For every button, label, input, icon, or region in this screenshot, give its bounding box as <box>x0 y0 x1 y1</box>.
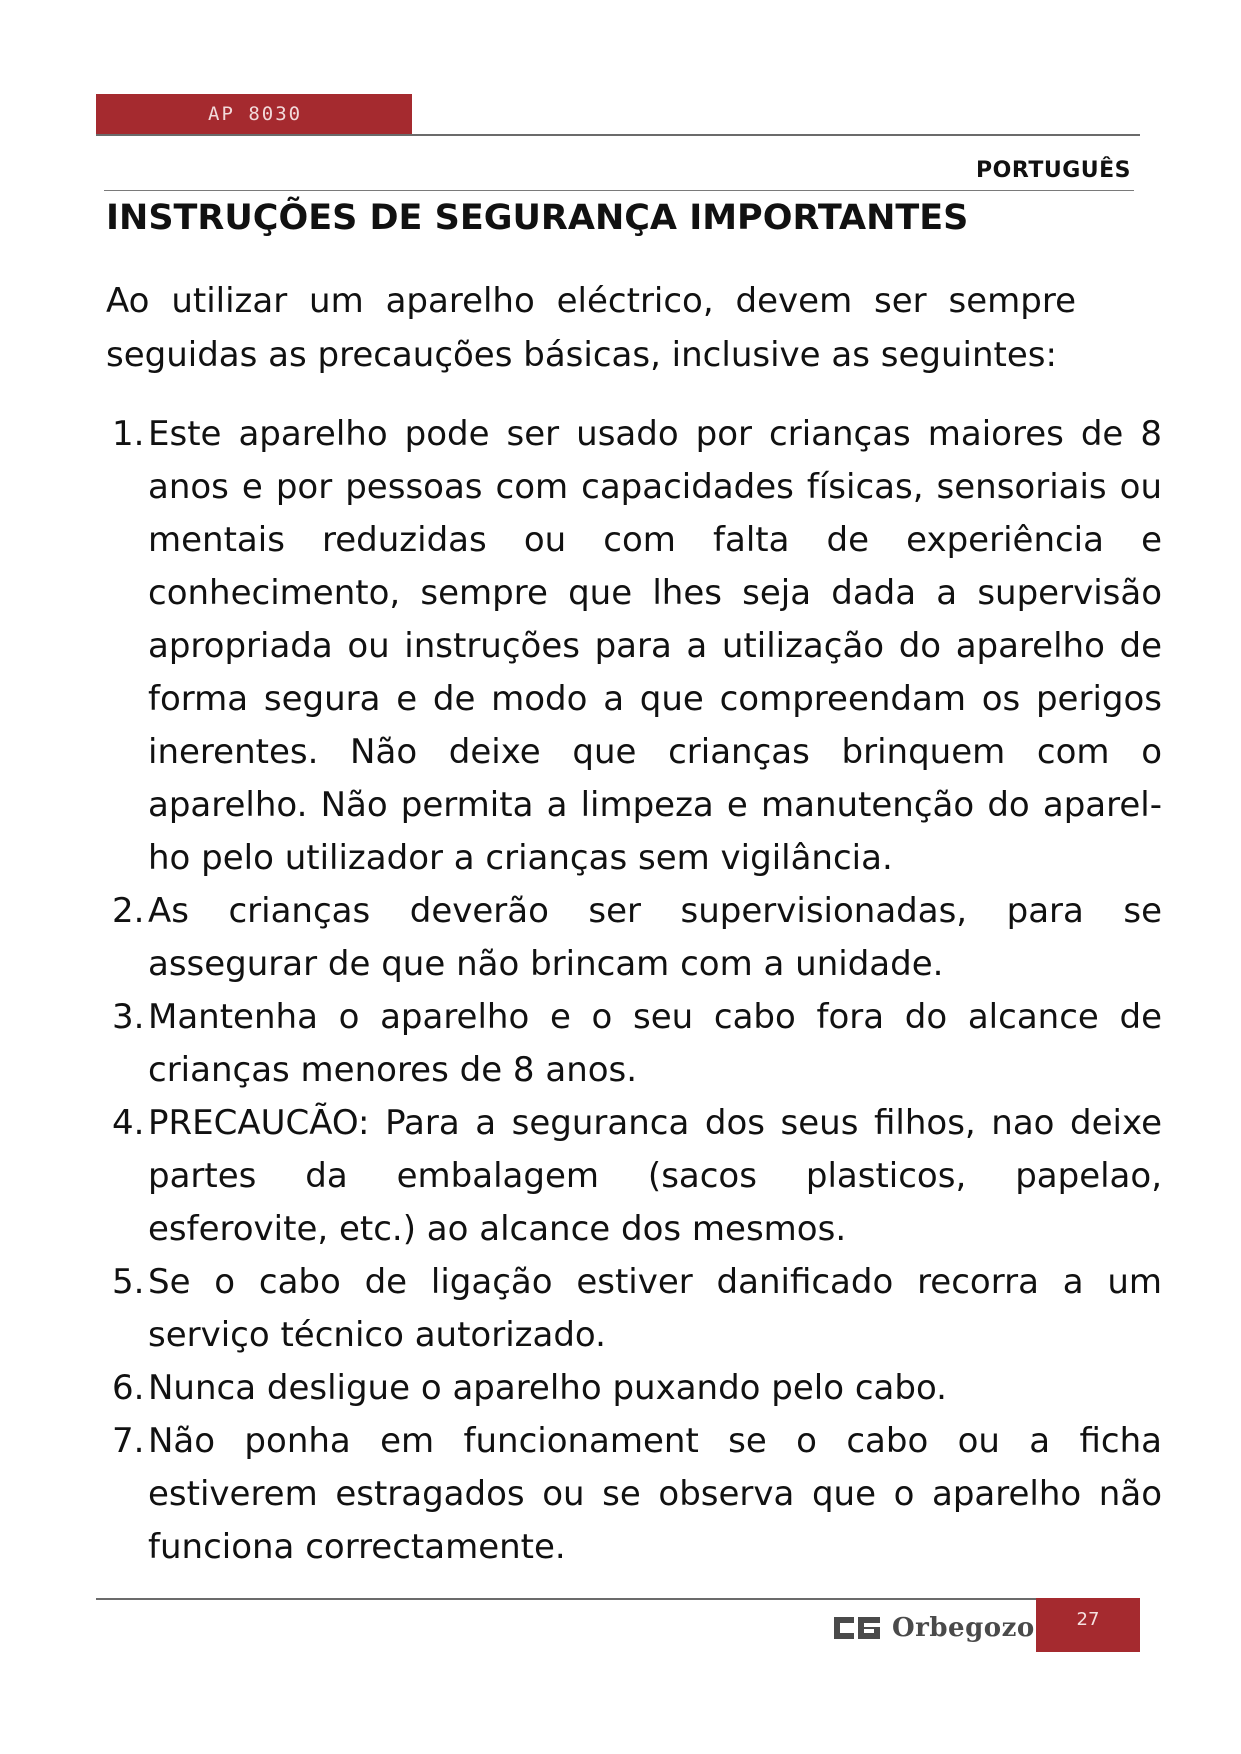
footer-divider <box>96 1598 1140 1600</box>
list-item-number: 1. <box>112 414 145 454</box>
list-item-number: 7. <box>112 1421 145 1461</box>
list-item-text: Este aparelho pode ser usado por crianças maiores de 8 anos e por pessoas com capacidades físicas, sensoriais ou mentais reduzidas ou com falta de experiência e conhecimento, sempre que lhes seja dada a supervisão apropriada ou instruções para a utilização do aparelho de forma segura e de modo a que compreendam os perigos inerentes. Não deixe que crianças brinquem com o aparelho. Não permita a limpeza e manutenção do aparel-ho pelo utilizador a crianças sem vigilância. <box>148 414 1162 878</box>
list-item-number: 4. <box>112 1103 145 1143</box>
brand-mark-icon <box>834 1617 880 1639</box>
list-item <box>112 408 1162 885</box>
list-item-text: Não ponha em funcionament se o cabo ou a ficha estiverem estragados ou se observa que o aparelho não funciona correctamente. <box>148 1421 1162 1567</box>
language-divider <box>104 190 1134 191</box>
safety-instructions-list <box>112 408 1162 1574</box>
list-item <box>112 1256 1162 1362</box>
language-label: PORTUGUÊS <box>976 158 1131 183</box>
header-divider <box>96 134 1140 136</box>
intro-paragraph: Ao utilizar um aparelho eléctrico, devem ser sempre seguidas as precauções básicas, inclusive as seguintes: <box>106 281 1076 375</box>
list-item <box>112 1362 1162 1415</box>
brand-name: Orbegozo <box>892 1613 1035 1643</box>
list-item <box>112 1415 1162 1574</box>
list-item-number: 6. <box>112 1368 145 1408</box>
list-item <box>112 991 1162 1097</box>
list-item-number: 5. <box>112 1262 145 1302</box>
list-item-text: As crianças deverão ser supervisionadas, para se assegurar de que não brincam com a unidade. <box>148 891 1162 984</box>
list-item-number: 3. <box>112 997 145 1037</box>
section-title: INSTRUÇÕES DE SEGURANÇA IMPORTANTES <box>106 198 969 238</box>
list-item-text: Mantenha o aparelho e o seu cabo fora do alcance de crianças menores de 8 anos. <box>148 997 1162 1090</box>
list-item-text: Se o cabo de ligação estiver danificado recorra a um serviço técnico autorizado. <box>148 1262 1162 1355</box>
model-tab: AP 8030 <box>96 94 412 134</box>
list-item-text: Nunca desligue o aparelho puxando pelo cabo. <box>148 1368 947 1408</box>
brand-logo <box>834 1608 1035 1648</box>
list-item-number: 2. <box>112 891 145 931</box>
page-number: 27 <box>1036 1598 1140 1652</box>
list-item-text: PRECAUCÃO: Para a seguranca dos seus filhos, nao deixe partes da embalagem (sacos plasticos, papelao, esferovite, etc.) ao alcance dos mesmos. <box>148 1103 1162 1249</box>
list-item <box>112 1097 1162 1256</box>
list-item <box>112 885 1162 991</box>
